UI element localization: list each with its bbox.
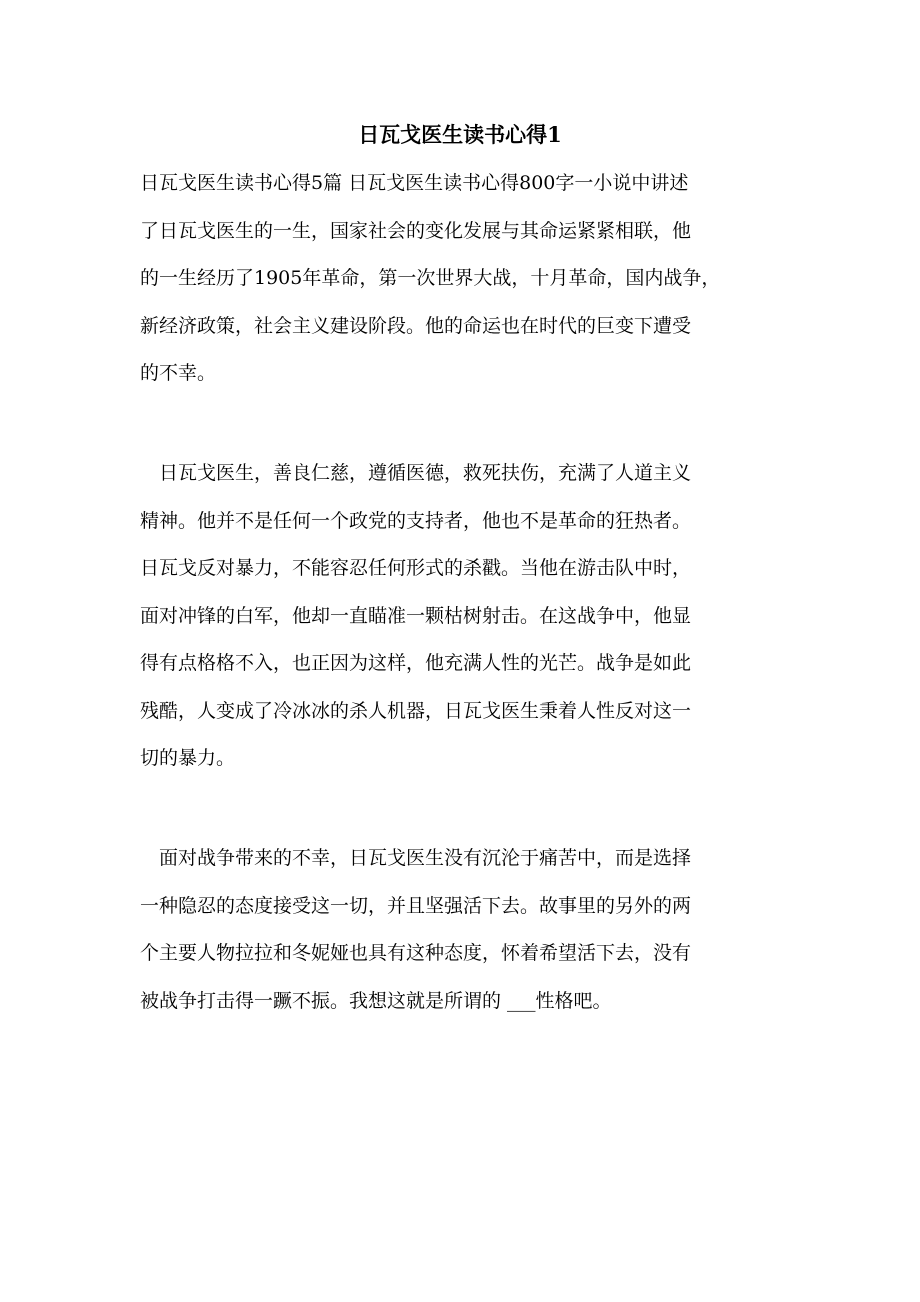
paragraph-line: 一种隐忍的态度接受这一切，并且坚强活下去。故事里的另外的两 [140, 894, 692, 917]
paragraph-line: 日瓦戈医生读书心得5篇 日瓦戈医生读书心得800字一小说中讲述 [140, 172, 689, 194]
paragraph-line: 残酷，人变成了冷冰冰的杀人机器，日瓦戈医生秉着人性反对这一 [140, 699, 692, 722]
paragraph-line: 个主要人物拉拉和冬妮娅也具有这种态度，怀着希望活下去，没有 [140, 942, 692, 964]
paragraph-2 [140, 450, 800, 783]
paragraph-line: 日瓦戈反对暴力，不能容忍任何形式的杀戳。当他在游击队中时， [140, 557, 692, 579]
paragraph-line: 面对战争带来的不幸，日瓦戈医生没有沉沦于痛苦中，而是选择 [140, 847, 692, 869]
paragraph-line: 的不幸。 [140, 362, 217, 384]
paragraph-line: 切的暴力。 [140, 747, 236, 769]
paragraph-3 [140, 835, 800, 1025]
paragraph-line: 的一生经历了1905年革命，第一次世界大战，十月革命，国内战争， [140, 267, 721, 289]
paragraph-1 [140, 160, 800, 398]
paragraph-line: 精神。他并不是任何一个政党的支持者，他也不是革命的狂热者。 [140, 509, 692, 532]
paragraph-line: 被战争打击得一蹶不振。我想这就是所谓的 ___性格吧。 [140, 989, 612, 1012]
paragraph-line: 面对冲锋的白军，他却一直瞄准一颗枯树射击。在这战争中，他显 [140, 604, 692, 627]
paragraph-line: 得有点格格不入，也正因为这样，他充满人性的光芒。战争是如此 [140, 652, 692, 674]
document-title: 日瓦戈医生读书心得1 [358, 122, 562, 147]
paragraph-line: 新经济政策，社会主义建设阶段。他的命运也在时代的巨变下遭受 [140, 314, 692, 337]
paragraph-line: 日瓦戈医生，善良仁慈，遵循医德，救死扶伤，充满了人道主义 [140, 462, 692, 484]
paragraph-line: 了日瓦戈医生的一生，国家社会的变化发展与其命运紧紧相联，他 [140, 219, 692, 242]
